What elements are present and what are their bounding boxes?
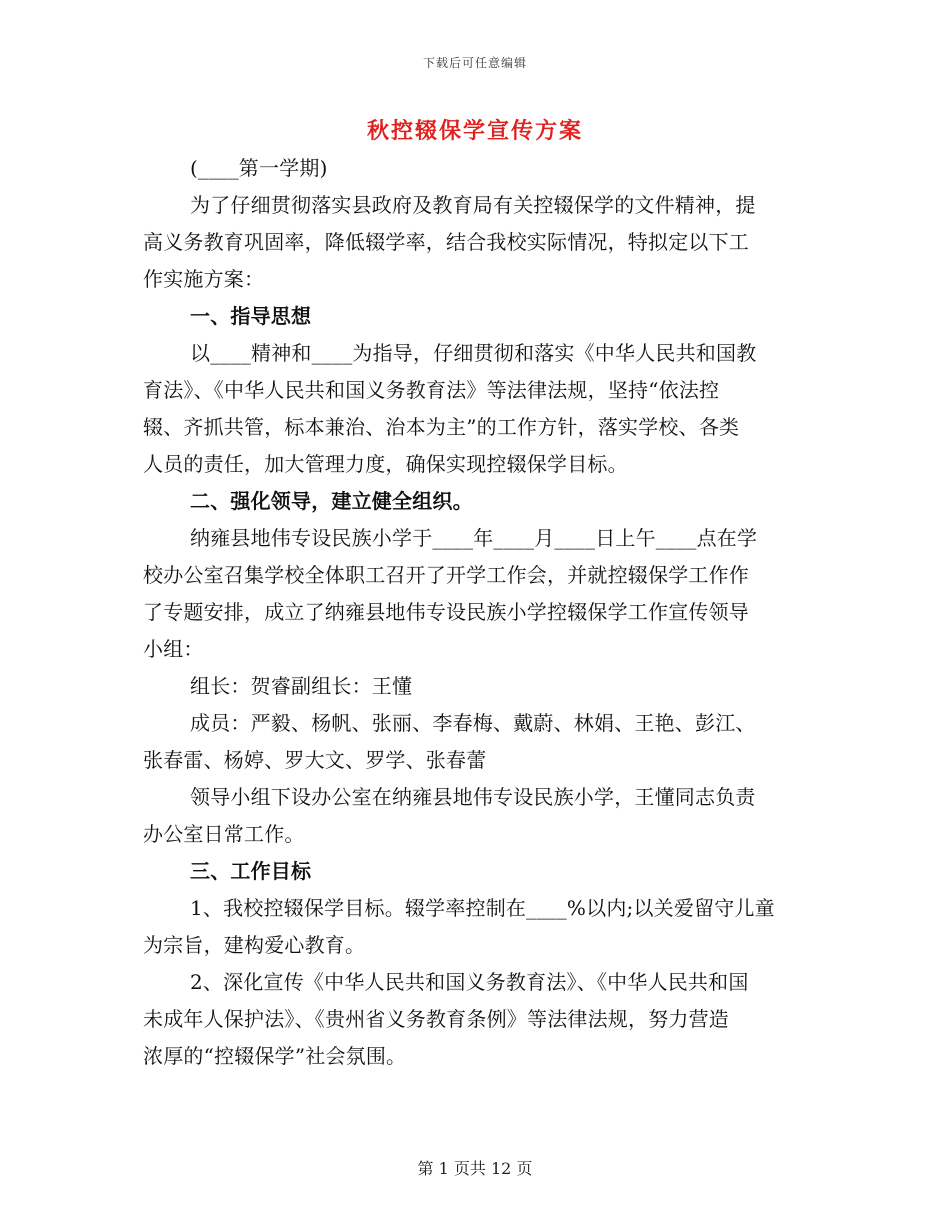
document-body [143, 150, 806, 1075]
page-footer: 第 1 页共 12 页 [417, 1159, 533, 1178]
section-heading: 一、指导思想 [190, 304, 312, 328]
header-note: 下载后可任意编辑 [422, 56, 527, 70]
paragraph-line: 了专题安排，成立了纳雍县地伟专设民族小学控辍保学工作宣传领导 [143, 600, 749, 624]
paragraph-line: 为了仔细贯彻落实县政府及教育局有关控辍保学的文件精神，提 [190, 193, 756, 217]
paragraph-line: 小组： [143, 637, 204, 661]
paragraph-line: 领导小组下设办公室在纳雍县地伟专设民族小学，王懂同志负责 [190, 785, 756, 809]
paragraph-line: 张春雷、杨婷、罗大文、罗学、张春蕾 [143, 748, 487, 772]
paragraph-line: (____第一学期) [190, 156, 328, 180]
paragraph-line: 人员的责任，加大管理力度，确保实现控辍保学目标。 [143, 452, 628, 476]
paragraph-line: 浓厚的“控辍保学”社会氛围。 [143, 1044, 407, 1068]
paragraph-line: 未成年人保护法》、《贵州省义务教育条例》等法律法规，努力营造 [143, 1007, 729, 1031]
paragraph-line: 2、深化宣传《中华人民共和国义务教育法》、《中华人民共和国 [190, 970, 749, 994]
document-title: 秋控辍保学宣传方案 [366, 118, 583, 144]
paragraph-line: 组长：贺睿副组长：王懂 [190, 674, 413, 698]
section-heading: 二、强化领导，建立健全组织。 [190, 489, 473, 513]
paragraph-line: 育法》、《中华人民共和国义务教育法》等法律法规，坚持“依法控 [143, 378, 720, 402]
paragraph-line: 校办公室召集学校全体职工召开了开学工作会，并就控辍保学工作作 [143, 563, 749, 587]
paragraph-line: 办公室日常工作。 [143, 822, 305, 846]
paragraph-line: 以____精神和____为指导，仔细贯彻和落实《中华人民共和国教 [190, 341, 757, 365]
paragraph-line: 纳雍县地伟专设民族小学于____年____月____日上午____点在学 [190, 526, 758, 550]
paragraph-line: 辍、齐抓共管，标本兼治、治本为主”的工作方针，落实学校、各类 [143, 415, 740, 439]
paragraph-line: 成员：严毅、杨帆、张丽、李春梅、戴蔚、林娟、王艳、彭江、 [190, 711, 756, 735]
paragraph-line: 高义务教育巩固率，降低辍学率，结合我校实际情况，特拟定以下工 [143, 230, 749, 254]
paragraph-line: 作实施方案： [143, 267, 265, 291]
paragraph-line: 1、我校控辍保学目标。辍学率控制在____%以内;以关爱留守儿童 [190, 896, 775, 920]
section-heading: 三、工作目标 [190, 859, 312, 883]
paragraph-line: 为宗旨，建构爱心教育。 [143, 933, 366, 957]
